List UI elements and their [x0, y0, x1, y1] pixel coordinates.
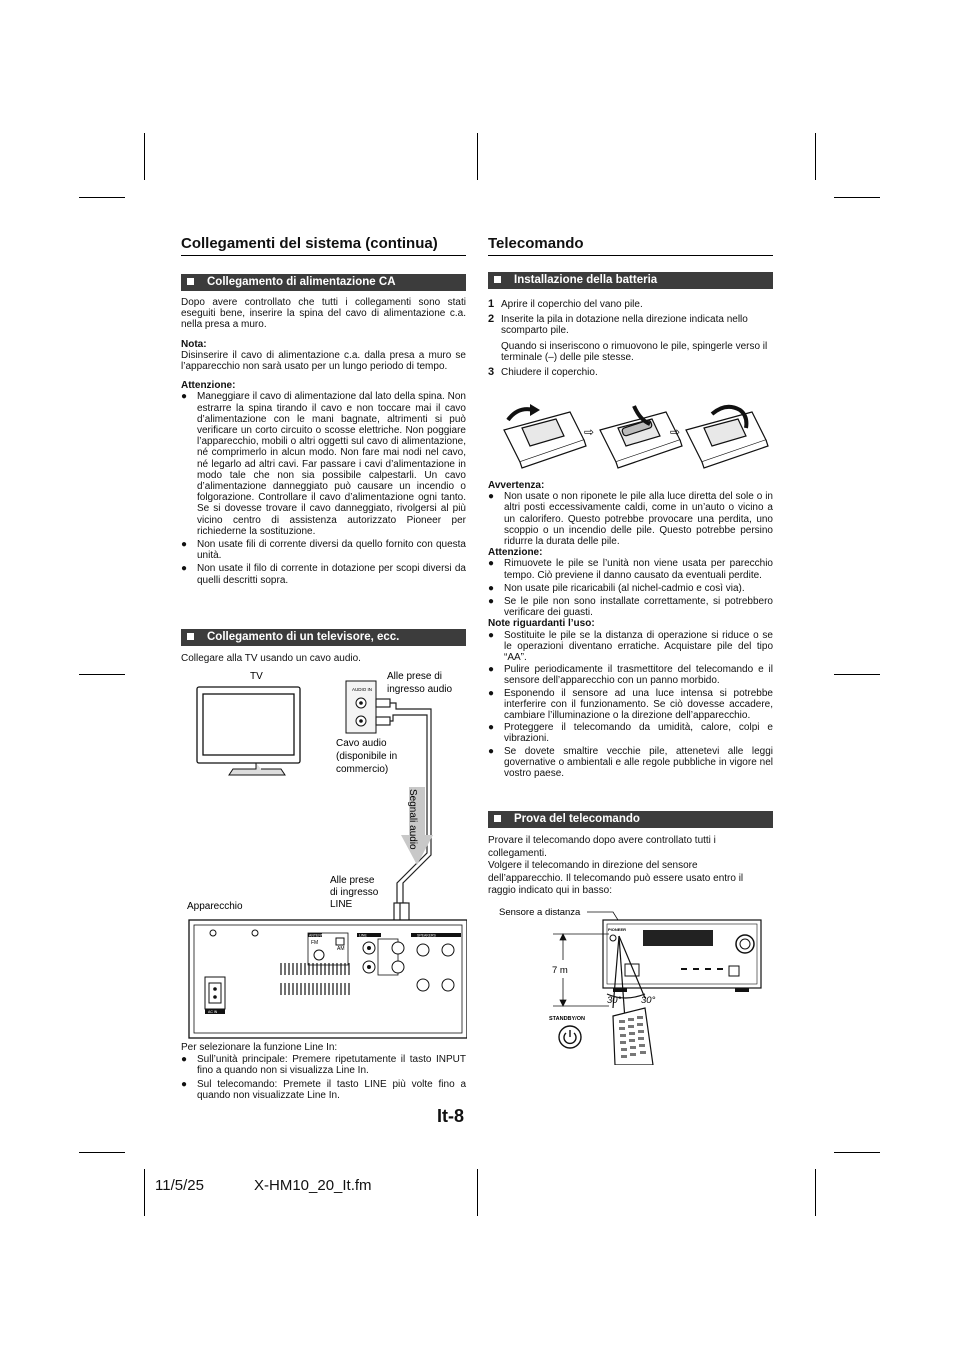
crop-mark [815, 1169, 816, 1216]
angle-right-label: 30° [641, 995, 656, 1006]
warning-title: Avvertenza: [488, 480, 545, 491]
device-front-illustration [603, 920, 761, 992]
crop-mark [834, 674, 880, 675]
remote-range-diagram [495, 900, 770, 1065]
square-bullet-icon [494, 815, 501, 822]
device-rear-panel [189, 920, 467, 1038]
signals-label: Segnali audio [407, 789, 418, 850]
am-label: AM [337, 946, 345, 952]
select-list [181, 1054, 466, 1101]
battery-heading: Installazione della batteria [488, 272, 773, 289]
power-caution-title: Attenzione: [181, 380, 236, 392]
list-item: ● Non usate o non riponete le pile alla luce diretta del sole o in altri posti eccessivamente caldi, come in un’auto o vicino a un calorifero. Questo potrebbe provocare una perdita, uno scoppio o un incendio delle pile. Questo potrebbe persino ridurre la durata delle pile. [488, 491, 773, 547]
tv-illustration [197, 687, 300, 775]
device-label: Apparecchio [187, 901, 243, 912]
right-section-title: Telecomando [488, 235, 773, 256]
tv-intro: Collegare alla TV usando un cavo audio. [181, 653, 361, 664]
square-bullet-icon [187, 278, 194, 285]
standby-label: STANDBY/ON [549, 1016, 585, 1022]
usage-title: Note riguardanti l’uso: [488, 618, 595, 630]
list-item: ● Proteggere il telecomando da umidità, calore, colpi e vibrazioni. [488, 722, 773, 744]
remote-open-cover-illustration [504, 412, 586, 468]
step-item: 2 Inserite la pila in dotazione nella direzione indicata nello scomparto pile. [488, 313, 748, 337]
tv-audio-input-panel [346, 681, 376, 733]
tv-heading: Collegamento di un televisore, ecc. [181, 629, 466, 646]
left-section-title: Collegamenti del sistema (continua) [181, 235, 466, 256]
power-note: Disinserire il cavo di alimentazione c.a. dalla presa a muro se l’apparecchio non sarà usato per un lungo periodo di tempo. [181, 349, 466, 373]
power-note-title: Nota: [181, 338, 207, 350]
left-column [181, 235, 466, 586]
panel-speakers-label: SPEAKERS [417, 933, 436, 938]
test-section [488, 811, 773, 898]
square-bullet-icon [494, 276, 501, 283]
line-label-line3: LINE [330, 899, 353, 910]
footer-date: 11/5/25 [155, 1177, 204, 1194]
list-item: ● Esponendo il sensore ad una luce intensa si potrebbe interferire con il funzionamento. Se ciò dovesse accadere, cambiare l’illuminazione o la direzione dell’apparecchio. [488, 688, 773, 722]
crop-mark [477, 1169, 478, 1216]
test-heading: Prova del telecomando [488, 811, 773, 828]
caution-title: Attenzione: [488, 547, 543, 559]
distance-label: 7 m [552, 965, 568, 976]
brand-logo: PIONEER [608, 927, 627, 932]
step-item: Quando si inseriscono o rimuovono le pile, spingerle verso il terminale (–) delle pile stesse. [501, 340, 768, 363]
square-bullet-icon [187, 633, 194, 640]
cable-label-line2: (disponibile in [336, 751, 398, 762]
warning-list [488, 491, 773, 547]
crop-mark [79, 197, 125, 198]
right-column [488, 235, 773, 382]
tv-label: TV [250, 671, 263, 682]
footer-filename: X-HM10_20_It.fm [254, 1177, 372, 1194]
crop-mark [144, 133, 145, 180]
list-item: ● Sull’unità principale: Premere ripetutamente il tasto INPUT fino a quando non si visualizza Line In. [181, 1054, 466, 1076]
page-number: It-8 [437, 1106, 464, 1126]
fm-label: FM [311, 940, 319, 946]
remote-close-cover-illustration [686, 412, 768, 468]
list-item: ● Pulire periodicamente il trasmettitore del telecomando e il sensore dell’apparecchio con un panno morbido. [488, 664, 773, 686]
power-heading: Collegamento di alimentazione CA [181, 274, 466, 291]
battery-steps [488, 299, 773, 378]
audio-in-label-line1: Alle prese di [387, 671, 443, 682]
list-item: ● Sul telecomando: Premete il tasto LINE più volte fino a quando non visualizzate Line In. [181, 1079, 466, 1101]
antenna-label: ANTENNA [309, 933, 326, 938]
audio-in-label-line2: ingresso audio [387, 684, 453, 695]
caution-list [488, 558, 773, 618]
battery-warnings [488, 480, 773, 779]
test-p1: Provare il telecomando dopo avere controllato tutti i collegamenti. [488, 835, 716, 859]
step-arrow-icon: ⇨ [584, 425, 595, 439]
list-item: ● Se dovete smaltire vecchie pile, attenetevi alle leggi governative o ambientali e alle regole pubbliche in vigore nel vostro paese. [488, 746, 773, 780]
angle-left-label: 30° [607, 995, 622, 1006]
step-item: 3 Chiudere il coperchio. [488, 366, 598, 379]
tv-connection-diagram [181, 665, 467, 1040]
cable-label-line1: Cavo audio [336, 738, 387, 749]
step-arrow-icon: ⇨ [670, 425, 681, 439]
tv-audio-in-label: AUDIO IN [352, 687, 373, 692]
battery-illustration [500, 400, 770, 472]
test-p2: Volgere il telecomando in direzione del sensore dell’apparecchio. Il telecomando può essere usato entro il raggio indicato qui in basso: [488, 860, 744, 896]
crop-mark [477, 133, 478, 180]
line-label-line2: di ingresso [330, 887, 379, 898]
sensor-label: Sensore a distanza [499, 907, 581, 918]
select-intro: Per selezionare la funzione Line In: [181, 1042, 338, 1053]
cable-label-line3: commercio) [336, 764, 389, 775]
list-item: ● Maneggiare il cavo di alimentazione dal lato della spina. Non estrarre la spina tirando il cavo e non toccare mai il cavo d’alimentazione con le mani bagnate, altrimenti si può verificare un corto circuito o scosse elettriche. Non poggiare l’apparecchio, mobili o altri oggetti sul cavo di alimentazione, né comprimerlo in alcun modo. Non fare mai nodi nel cavo, né legarlo ad altri cavi. Far passare i cavi d’alimentazione in modo tale che non sia possibile calpestarli. Un cavo d’alimentazione danneggiato può causare un incendio o folgorazione. Controllare il cavo d’alimentazione ogni tanto. Se si dovesse trovare il cavo danneggiato, rivolgersi al più vicino centro di assistenza autorizzato Pioneer per richiederne la sostituzione. [181, 391, 466, 537]
list-item: ● Non usate pile ricaricabili (al nichel-cadmio e così via). [488, 583, 773, 594]
step-item: 1 Aprire il coperchio del vano pile. [488, 298, 643, 310]
crop-mark [834, 197, 880, 198]
crop-mark [79, 1152, 125, 1153]
list-item: ● Non usate fili di corrente diversi da quello fornito con questa unità. [181, 539, 466, 561]
list-item: ● Sostituite le pile se la distanza di operazione si riduce o se le operazioni diventano erratiche. Acquistare pile del tipo “AA”. [488, 630, 773, 664]
list-item: ● Se le pile non sono installate correttamente, si potrebbero verificare dei guasti. [488, 596, 773, 618]
crop-mark [815, 133, 816, 180]
ac-in-label: AC IN [208, 1010, 218, 1014]
crop-mark [834, 1152, 880, 1153]
power-caution-list [181, 391, 466, 585]
usage-list [488, 630, 773, 780]
line-label-line1: Alle prese [330, 875, 375, 886]
power-intro: Dopo avere controllato che tutti i collegamenti sono stati eseguiti bene, inserire la spina del cavo di alimentazione c.a. nella presa a muro. [181, 297, 466, 331]
list-item: ● Non usate il filo di corrente in dotazione per scopi diversi da quelli descritti sopra. [181, 563, 466, 585]
panel-line-label: LINE [359, 933, 367, 938]
crop-mark [79, 674, 125, 675]
remote-insert-battery-illustration [600, 412, 682, 468]
crop-mark [144, 1169, 145, 1216]
list-item: ● Rimuovete le pile se l’unità non viene usata per parecchio tempo. Ciò previene il danno causato da eventuali perdite. [488, 558, 773, 580]
tv-section [181, 629, 466, 664]
remote-control-illustration [613, 1008, 653, 1065]
line-in-instructions [181, 1042, 466, 1101]
